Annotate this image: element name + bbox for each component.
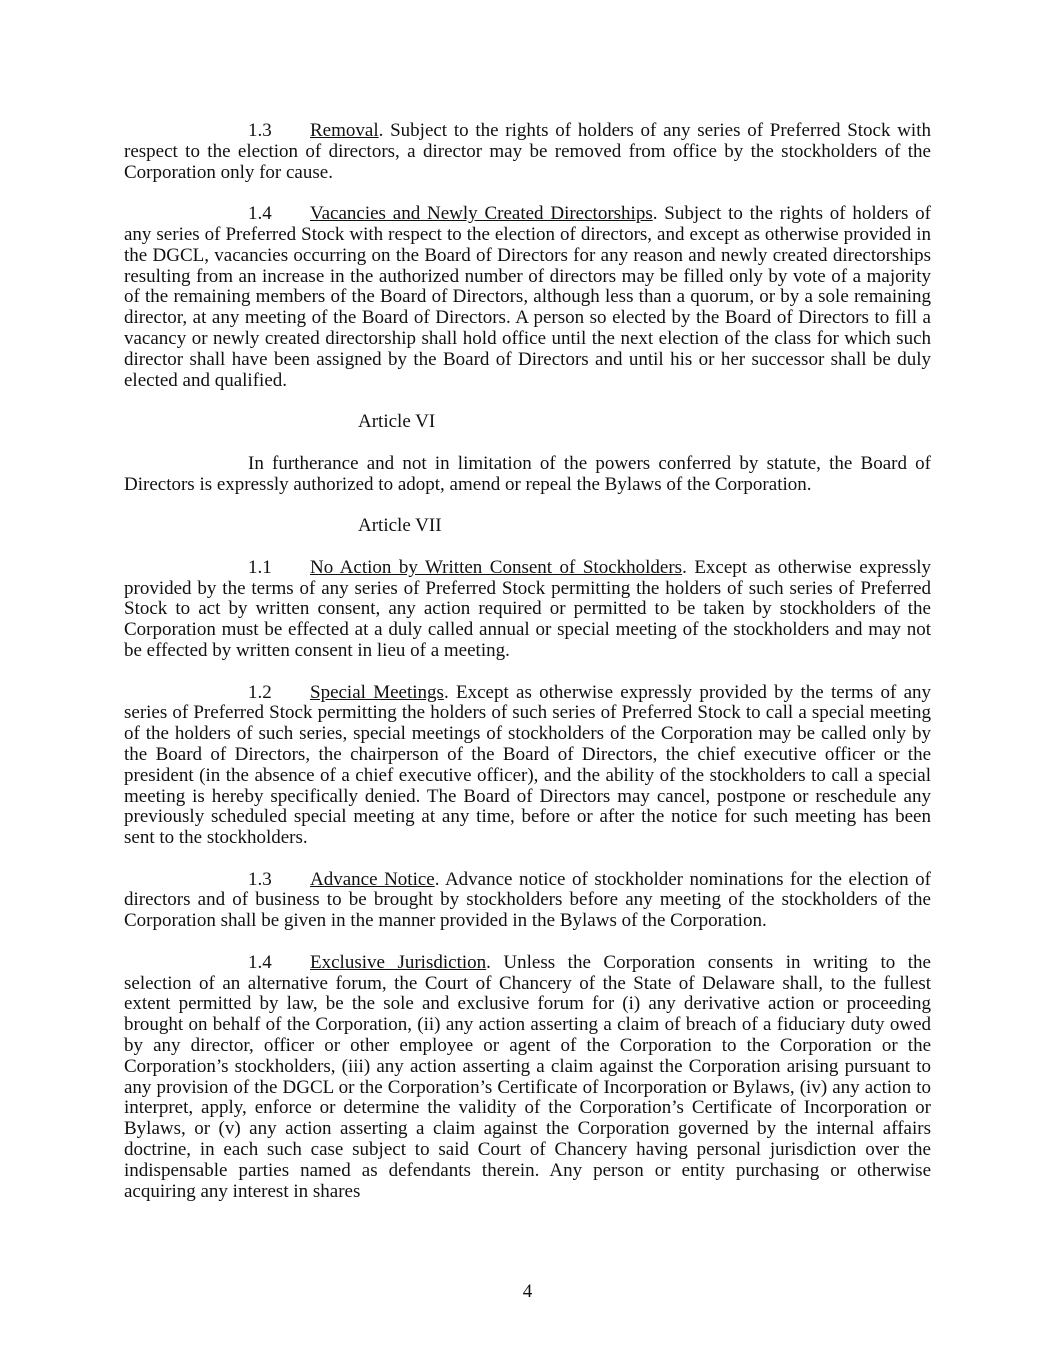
section-heading: Exclusive Jurisdiction <box>310 951 487 973</box>
section-1-1-no-action <box>124 558 931 662</box>
section-heading: Vacancies and Newly Created Directorships <box>310 203 653 225</box>
section-text: . Except as otherwise expressly provided by the terms of any series of Preferred Stock permitting the holders of such series of Preferred Stock to act by written consent, any action required or permitted to be taken by stockholders of the Corporation must be effected at a duly called annual or special meeting of the stockholders and may not be effected by written consent in lieu of a meeting. <box>124 556 931 661</box>
article-vi-title: Article VI <box>358 411 436 433</box>
section-number: 1.4 <box>248 203 272 225</box>
section-number: 1.4 <box>248 951 272 973</box>
section-1-4-exclusive-jurisdiction <box>124 953 931 1203</box>
section-number: 1.1 <box>248 556 272 578</box>
section-number: 1.3 <box>248 120 272 141</box>
section-text: . Advance notice of stockholder nominations for the election of directors and of business to be brought by stockholders before any meeting of the stockholders of the Corporation shall be given in the manner provided in the Bylaws of the Corporation. <box>124 868 932 932</box>
section-1-3-advance-notice <box>124 870 931 932</box>
section-number: 1.2 <box>248 681 272 703</box>
section-text: . Subject to the rights of holders of any series of Preferred Stock with respect to the election of directors, and except as otherwise provided in the DGCL, vacancies occurring on the Board of Directors for any reason and newly created directorships resulting from an increase in the authorized number of directors may be filled only by vote of a majority of the remaining members of the Board of Directors, although less than a quorum, or by a sole remaining director, at any meeting of the Board of Directors. A person so elected by the Board of Directors to fill a vacancy or newly created directorship shall hold office until the next election of the class for which such director shall have been assigned by the Board of Directors and until his or her successor shall be duly elected and qualified. <box>124 203 931 391</box>
document-body <box>124 121 931 1223</box>
section-text: . Except as otherwise expressly provided by the terms of any series of Preferred Stock permitting the holders of such series of Preferred Stock to call a special meeting of the holders of such series, special meetings of stockholders of the Corporation may be called only by the Board of Directors, the chairperson of the Board of Directors, the chief executive officer or the president (in the absence of a chief executive officer), and the ability of the stockholders to call a special meeting is hereby specifically denied. The Board of Directors may cancel, postpone or reschedule any previously scheduled special meeting at any time, before or after the notice for such meeting has been sent to the stockholders. <box>124 681 931 849</box>
section-number: 1.3 <box>248 868 272 890</box>
article-vii-title: Article VII <box>358 515 442 537</box>
section-text: . Unless the Corporation consents in writing to the selection of an alternative forum, the Court of Chancery of the State of Delaware shall, to the fullest extent permitted by law, be the sole and exclusive forum for (i) any derivative action or proceeding brought on behalf of the Corporation, (ii) any action asserting a claim of breach of a fiduciary duty owed by any director, officer or other employee or agent of the Corporation to the Corporation or the Corporation’s stockholders, (iii) any action asserting a claim against the Corporation arising pursuant to any provision of the DGCL or the Corporation’s Certificate of Incorporation or Bylaws, (iv) any action to interpret, apply, enforce or determine the validity of the Corporation’s Certificate of Incorporation or Bylaws, or (v) any action asserting a claim against the Corporation governed by the internal affairs doctrine, in each such case subject to said Court of Chancery having personal jurisdiction over the indispensable parties named as defendants therein. Any person or entity purchasing or otherwise acquiring any interest in shares <box>124 951 931 1202</box>
section-heading: No Action by Written Consent of Stockholders <box>310 556 683 578</box>
section-heading: Special Meetings <box>310 681 444 703</box>
section-1-3-removal <box>124 121 931 183</box>
section-heading: Advance Notice <box>310 868 435 890</box>
section-1-2-special-meetings <box>124 683 931 849</box>
section-1-4-vacancies <box>124 204 931 391</box>
article-vi-text: In furtherance and not in limitation of the powers conferred by statute, the Board of Directors is expressly authorized to adopt, amend or repeal the Bylaws of the Corporation. <box>124 452 931 495</box>
page-number: 4 <box>522 1281 533 1302</box>
section-heading: Removal <box>310 120 379 141</box>
section-text: . Subject to the rights of holders of any series of Preferred Stock with respect to the election of directors, a director may be removed from office by the stockholders of the Corporation only for cause. <box>124 120 931 183</box>
